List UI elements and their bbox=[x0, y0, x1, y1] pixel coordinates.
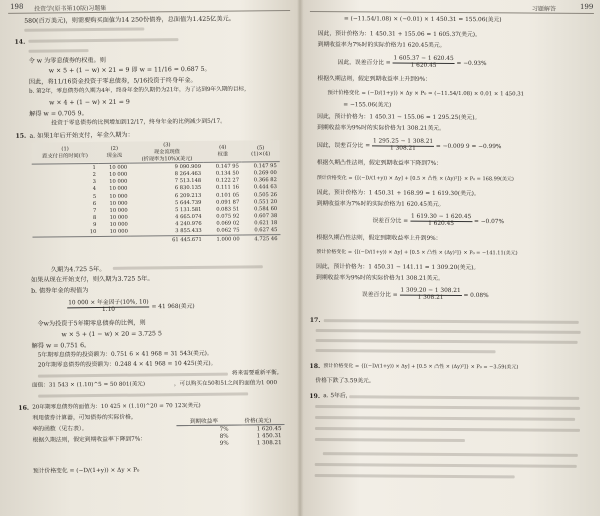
column-header: 到期收益率 bbox=[176, 416, 231, 426]
text-line: 令w为投资于5年期零息债券的比例，则 bbox=[37, 319, 146, 328]
text-line: 解得 w = 0.751 6。 bbox=[31, 342, 91, 350]
right-running-header: 习题解答 bbox=[531, 5, 556, 13]
column-header: (3) 现金流现值 (折现率为10%)(美元) bbox=[130, 141, 204, 163]
text-line: 20年期零息债券的面值为：10 425 × (1.10)^20 = 70 123(美元) bbox=[32, 402, 201, 411]
table-cell: 1 bbox=[92, 164, 96, 171]
table-cell: 1 620.45 bbox=[256, 425, 282, 433]
error-numerator: 1 605.37 − 1 620.45 bbox=[393, 55, 454, 62]
table-cell: 6 830.135 bbox=[174, 185, 202, 192]
table-cell: 0.075 92 bbox=[216, 213, 240, 220]
error-equation: 误差百分比 = $\frac{1 619.30 - 1 620.45}{1 620.45}$ = −0.07% bbox=[372, 213, 505, 227]
table-cell: 5 644.739 bbox=[174, 199, 202, 206]
illegible-line bbox=[315, 416, 575, 421]
table-cell: 10 000 bbox=[109, 221, 128, 229]
text-line: ，可以购买在50和51之间的面值为1 000 bbox=[174, 380, 278, 388]
table-cell: 6 bbox=[92, 200, 97, 207]
error-label: 因此，误差百分比 bbox=[316, 142, 364, 150]
text-line: 到期收益率为7%时的实际价格为1 620.45美元。 bbox=[316, 201, 445, 208]
text-line: 到期收益率为9%时的实际价格为1 308.21美元。 bbox=[317, 125, 445, 132]
text-line: 根据久期凸性法则，假定到期收益率上升到9%： bbox=[316, 235, 442, 242]
text-line: 到期收益率为7%时的实际价格为1 620.45美元。 bbox=[317, 42, 446, 49]
table-cell: 0.134 50 bbox=[215, 170, 239, 177]
text-line: 利用债券计算器，可知债券的实际价格， bbox=[32, 414, 137, 422]
equation: = (−11.54/1.08) × (−0.01) × 1 450.31 = 155.06(美元) bbox=[343, 16, 502, 24]
text-line: 面值：31 543 × (1.10)^5 = 50 801(美元) bbox=[32, 381, 146, 389]
table-cell: 0.584 60 bbox=[254, 206, 278, 213]
error-numerator: 1 309.20 − 1 308.21 bbox=[400, 287, 461, 295]
table-cell bbox=[32, 237, 99, 245]
illegible-line bbox=[315, 463, 577, 468]
table-total-row bbox=[32, 235, 280, 245]
illegible-line bbox=[323, 452, 578, 457]
question-number: 16. bbox=[18, 404, 30, 412]
right-page-number: 199 bbox=[579, 2, 594, 11]
error-label: 误差百分比 bbox=[372, 218, 402, 225]
table-cell: 1.000 00 bbox=[205, 235, 243, 243]
error-value: = −0.93% bbox=[456, 60, 487, 68]
table-cell: 10 000 bbox=[109, 207, 128, 214]
table-cell: 5 bbox=[92, 193, 97, 200]
error-denominator: 1 308.21 bbox=[417, 294, 444, 301]
pv-value: = 41 968(美元) bbox=[151, 303, 195, 311]
table-cell: 8 264.463 bbox=[174, 170, 202, 178]
table-cell: 6 209.213 bbox=[174, 192, 202, 199]
table-cell: 0.505 26 bbox=[253, 191, 278, 198]
illegible-line bbox=[315, 405, 580, 410]
table-cell: 9 090.909 bbox=[174, 163, 202, 170]
text-line: 解得 w = 0.705 9。 bbox=[29, 110, 88, 118]
error-value: = −0.009 9 = −0.99% bbox=[435, 143, 502, 151]
table-cell: 0.621 18 bbox=[254, 220, 278, 227]
table-cell: 4 240.976 bbox=[175, 221, 202, 228]
equation: 预计价格变化 = (−D/(1+y)) × Δy × P₀ = (−11.54/1.08) × 0.01 × 1 450.31 bbox=[327, 90, 525, 98]
illegible-line bbox=[113, 265, 263, 270]
equation: w × 5 + (1 − w) × 20 = 3.725 5 bbox=[61, 330, 162, 339]
illegible-line bbox=[28, 38, 178, 43]
table-cell: 3 855.433 bbox=[175, 228, 202, 235]
error-value: = 0.08% bbox=[463, 292, 489, 300]
table-cell: 0.366 82 bbox=[253, 177, 277, 184]
table-cell: 0.062 75 bbox=[216, 227, 240, 235]
illegible-line bbox=[316, 329, 581, 334]
table-cell: 0.101 05 bbox=[216, 192, 240, 199]
table-cell: 7 bbox=[92, 207, 97, 214]
column-header: (2) 现金流 bbox=[99, 142, 131, 164]
text-line: 价格下跌了3.59美元。 bbox=[315, 378, 375, 385]
table-cell: 10 000 bbox=[109, 164, 128, 171]
text-line: 到期收益率为9%时的实际价格为1 308.21美元。 bbox=[316, 275, 444, 282]
text-line: 根据久期凸性法则，假定到期收益率下降到7%： bbox=[316, 160, 443, 167]
error-numerator: 1 295.25 − 1 308.21 bbox=[372, 138, 434, 145]
table-cell: 10 000 bbox=[109, 229, 128, 236]
equation: w × 4 + (1 − w) × 21 = 9 bbox=[49, 98, 130, 107]
equation: 预计价格变化 = {[(−D/(1+y)) × Δy] + [0.5 × 凸性 × (Δy)²]} × P₀ = −3.59(美元) bbox=[323, 363, 519, 371]
illegible-line bbox=[38, 392, 248, 397]
text-line: 因此，将11/16资金投资于零息债券，5/16投资于终身年金。 bbox=[28, 76, 197, 86]
table-cell: 10 000 bbox=[109, 214, 128, 221]
text-line: 5年期零息债券的投资额为：0.751 6 × 41 968 = 31 543(美元)。 bbox=[37, 350, 213, 359]
table-cell: 10 bbox=[89, 229, 97, 236]
illegible-line bbox=[315, 474, 515, 478]
text-line: 因此，预计价格为：1 450.31 − 155.06 = 1 295.25(美元)。 bbox=[317, 114, 481, 122]
pv-denominator: 1.10 bbox=[101, 306, 115, 313]
table-cell: 0.627 45 bbox=[254, 227, 278, 234]
table-cell: 0.607 38 bbox=[254, 213, 278, 220]
table-cell: 3 bbox=[92, 179, 96, 186]
left-running-header: 投资学(原书第10版)习题集 bbox=[34, 4, 107, 13]
error-denominator: 1 620.45 bbox=[410, 62, 437, 69]
illegible-line bbox=[315, 427, 580, 432]
illegible-line bbox=[38, 373, 228, 378]
table-cell bbox=[100, 236, 131, 244]
error-denominator: 1 620.45 bbox=[428, 220, 455, 227]
illegible-line bbox=[315, 438, 465, 442]
text-line: 20年期零息债券的投资额为：0.248 4 × 41 968 = 10 425(美元)。 bbox=[37, 360, 217, 369]
text-line: 久期为4.725 5年。 bbox=[50, 265, 106, 274]
illegible-line bbox=[24, 27, 144, 31]
table-cell: 0.083 51 bbox=[216, 206, 240, 213]
text-line: 因此，预计价格为：1 450.31 + 168.99 = 1 619.30(美元)。 bbox=[316, 190, 480, 198]
table-cell: 8 bbox=[92, 215, 97, 222]
table-cell: 7 513.148 bbox=[174, 178, 202, 185]
text-line: b. 第2年，零息债券的久期为4年，终身年金的久期仍为21年，为了达到9年久期的目标， bbox=[28, 86, 250, 95]
question-number: 15. bbox=[15, 132, 27, 140]
table-cell: 0.551 20 bbox=[253, 198, 278, 206]
pv-numerator: 10 000 × 年金因子(10%, 10) bbox=[68, 299, 149, 307]
left-page-number: 198 bbox=[10, 2, 24, 11]
table-cell: 10 000 bbox=[109, 171, 128, 178]
question-number: 19. bbox=[309, 392, 321, 401]
text-line: 如果从现在开始支付，则久期为3.725 5年。 bbox=[30, 275, 154, 284]
text-line: a. 5年后， bbox=[323, 393, 352, 400]
text-line: 根据久期法则，假定到期收益率下降到7%： bbox=[32, 436, 147, 444]
table-cell: 0.444 63 bbox=[253, 184, 278, 191]
table-cell: 0.091 87 bbox=[216, 199, 240, 206]
question-number: 18. bbox=[309, 362, 321, 371]
error-equation: 误差百分比 = $\frac{1 309.20 - 1 308.21}{1 308.21}$ = 0.08% bbox=[361, 287, 489, 301]
table-cell: 0.111 16 bbox=[215, 184, 240, 192]
table-cell: 0.269 00 bbox=[253, 170, 277, 177]
table-row bbox=[177, 440, 285, 448]
table-cell: 5 131.581 bbox=[175, 206, 202, 214]
table-cell: 61 445.671 bbox=[131, 235, 205, 243]
equation: = −155.06(美元) bbox=[343, 102, 392, 109]
text-line: 将来需要重新平衡。 bbox=[231, 370, 283, 377]
error-denominator: 1 308.21 bbox=[390, 145, 416, 152]
table-cell: 1 308.21 bbox=[256, 440, 282, 447]
error-label: 因此，误差百分比 bbox=[337, 59, 384, 67]
column-header: (4) 权重 bbox=[204, 140, 242, 162]
error-value: = −0.07% bbox=[473, 218, 505, 226]
column-header: (1) 距支付日的时间(年) bbox=[31, 142, 98, 164]
question-number: 14. bbox=[14, 38, 26, 46]
table-cell: 10 000 bbox=[109, 200, 128, 207]
illegible-line bbox=[349, 395, 579, 400]
text-line: 率的函数（见右表）。 bbox=[32, 426, 88, 433]
error-numerator: 1 619.30 − 1 620.45 bbox=[411, 213, 472, 221]
illegible-line bbox=[316, 349, 496, 353]
table-cell: 8% bbox=[219, 433, 229, 440]
text-line: 因此，预计价格为：1 450.31 − 141.11 = 1 309.20(美元)。 bbox=[316, 264, 480, 272]
text-line: 根据久期法则，假定到期收益率上升到9%： bbox=[317, 76, 432, 83]
equation: 预计价格变化 = {[(−D/(1+y)) × Δy] + [0.5 × 凸性 × (Δy)²]} × P₀ = −141.11(美元) bbox=[316, 249, 518, 257]
table-cell: 4 665.074 bbox=[175, 213, 202, 221]
pv-equation bbox=[67, 300, 195, 314]
question-number: 17. bbox=[309, 316, 321, 325]
equation: w × 5 + (1 − w) × 21 = 9 即 w = 11/16 = 0.687 5。 bbox=[48, 65, 211, 75]
table-cell: 10 000 bbox=[109, 193, 128, 200]
equation: 预计价格变化 = (−D/(1+y)) × Δy × P₀ bbox=[32, 467, 140, 475]
illegible-line bbox=[29, 49, 89, 53]
error-equation: 因此，误差百分比 = $\frac{1 295.25 - 1 308.21}{1 308.21}$ = −0.009 9 = −0.99% bbox=[316, 138, 502, 152]
table-cell: 0.147 95 bbox=[215, 163, 239, 170]
error-equation: 因此，误差百分比 = $\frac{1 605.37 - 1 620.45}{1 620.45}$ = −0.93% bbox=[337, 55, 487, 69]
error-label: 误差百分比 bbox=[361, 292, 391, 299]
column-header: (5) (1)×(4) bbox=[242, 140, 280, 162]
text-line: 580(百万美元)，则需要购买面值为14 250份债券，总面值为1.425亿美元。 bbox=[24, 15, 235, 25]
table-cell: 10 000 bbox=[109, 178, 128, 186]
right-page bbox=[300, 0, 600, 516]
table-cell: 9% bbox=[219, 440, 229, 447]
text-line: b. 债券年金的现值为 bbox=[31, 287, 89, 295]
text-line: 投资于零息债券的比例增加到12/17，终身年金的比例减少到5/17。 bbox=[51, 118, 226, 127]
table-cell: 9 bbox=[93, 222, 97, 229]
table-cell: 0.122 27 bbox=[215, 177, 240, 184]
table-header-row bbox=[31, 140, 279, 164]
equation: 预计价格变化 = {[(−D/(1+y)) × Δy] + [0.5 × 凸性 × (Δy)²]} × P₀ = 168.99(美元) bbox=[316, 175, 514, 183]
text-line: a. 如果1年后开始支付，年金久期为： bbox=[29, 131, 134, 140]
price-yield-table bbox=[176, 415, 284, 448]
table-cell: 1 450.31 bbox=[256, 433, 282, 440]
table-cell: 4 bbox=[92, 186, 97, 193]
table-cell: 2 bbox=[92, 171, 96, 179]
table-cell: 10 000 bbox=[109, 186, 128, 193]
illegible-line bbox=[316, 339, 578, 344]
table-cell: 0.069 02 bbox=[216, 220, 240, 228]
table-cell: 4.725 46 bbox=[243, 235, 281, 243]
column-header: 价格(美元) bbox=[231, 415, 284, 425]
annuity-duration-table bbox=[31, 140, 280, 245]
text-line: 因此，预计价格为：1 450.31 + 155.06 = 1 605.37(美元)。 bbox=[317, 31, 481, 39]
table-cell: 7% bbox=[219, 426, 229, 433]
text-line: 令 w 为零息债券的权重。则 bbox=[28, 56, 106, 65]
illegible-line bbox=[324, 319, 579, 324]
table-cell: 0.147 95 bbox=[253, 162, 277, 170]
